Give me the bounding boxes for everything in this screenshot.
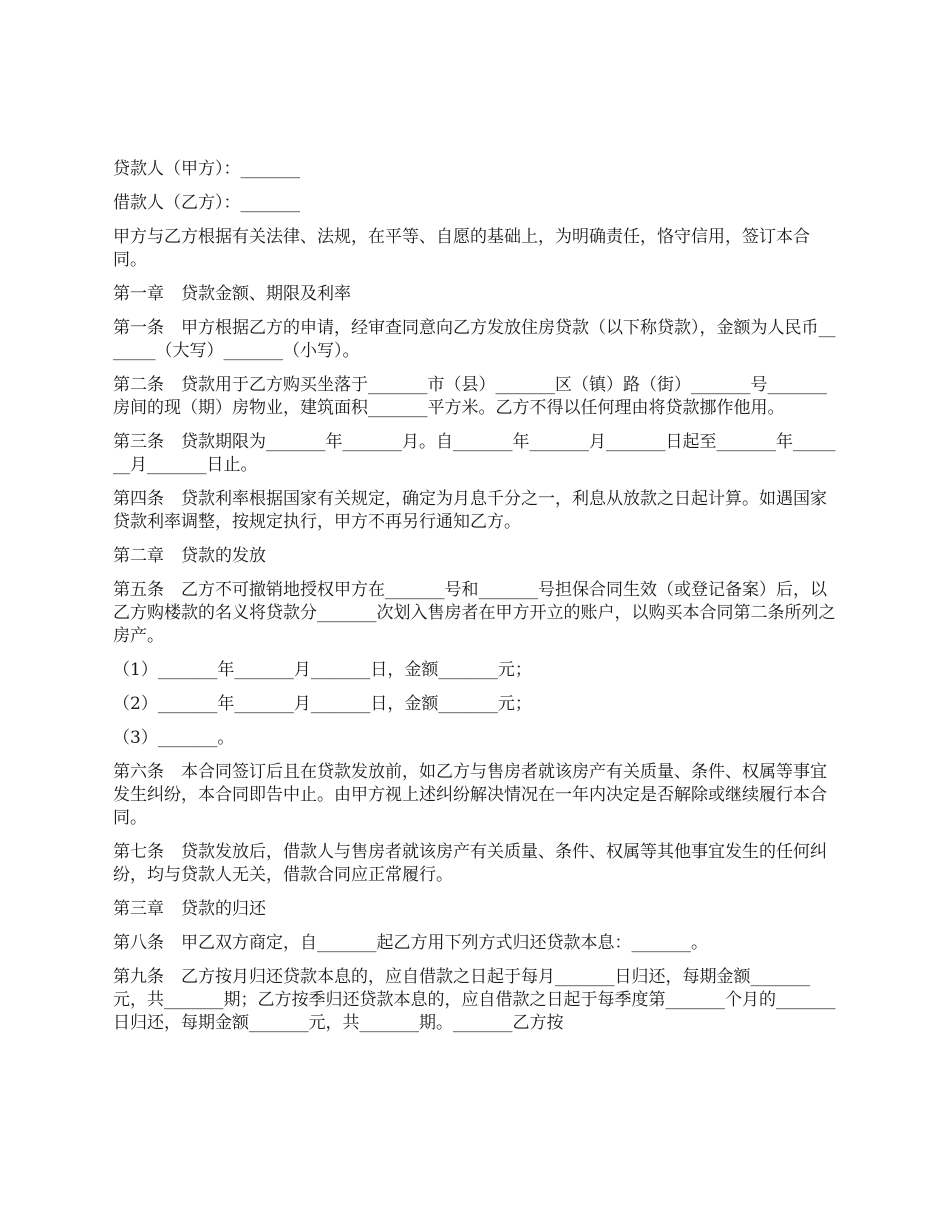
preamble: 甲方与乙方根据有关法律、法规，在平等、自愿的基础上，为明确责任，恪守信用，签订本合同。 <box>113 227 810 270</box>
article-3: 第三条 贷款期限为_______年_______月。自_______年_______月_______日起至_______年_______月_______日止。 <box>113 432 836 475</box>
article-2: 第二条 贷款用于乙方购买坐落于_______市（县）_______区（镇）路（街）_______号_______房间的现（期）房物业，建筑面积_______平方米。乙方不得以任何理由将贷款挪作他用。 <box>113 375 827 418</box>
article-8: 第八条 甲乙双方商定，自_______起乙方用下列方式归还贷款本息：_______。 <box>113 933 708 953</box>
installment-1: （1）_______年_______月_______日，金额_______元； <box>113 660 532 680</box>
contract-body <box>113 158 839 1046</box>
installment-2: （2）_______年_______月_______日，金额_______元； <box>113 694 532 714</box>
article-5: 第五条 乙方不可撤销地授权甲方在_______号和_______号担保合同生效（或登记备案）后，以乙方购楼款的名义将贷款分_______次划入售房者在甲方开立的账户，以购买本合同第二条所列之房产。 <box>113 580 836 646</box>
article-6: 第六条 本合同签订后且在贷款发放前，如乙方与售房者就该房产有关质量、条件、权属等事宜发生纠纷，本合同即告中止。由甲方视上述纠纷解决情况在一年内决定是否解除或继续履行本合同。 <box>113 762 827 828</box>
chapter-1-heading: 第一章 贷款金额、期限及利率 <box>113 284 351 304</box>
article-1: 第一条 甲方根据乙方的申请，经审查同意向乙方发放住房贷款（以下称贷款），金额为人民币_______（大写）_______（小写）。 <box>113 318 836 361</box>
article-9: 第九条 乙方按月归还贷款本息的，应自借款之日起于每月_______日归还，每期金额_______元，共_______期；乙方按季归还贷款本息的，应自借款之日起于每季度第_______个月的_______日归还，每期金额_______元，共_______期。_______乙方按 <box>113 967 836 1033</box>
chapter-2-heading: 第二章 贷款的发放 <box>113 546 266 566</box>
article-7: 第七条 贷款发放后，借款人与售房者就该房产有关质量、条件、权属等其他事宜发生的任何纠纷，均与贷款人无关，借款合同应正常履行。 <box>113 842 827 885</box>
borrower-line: 借款人（乙方）：_______ <box>113 193 300 213</box>
article-4: 第四条 贷款利率根据国家有关规定，确定为月息千分之一，利息从放款之日起计算。如遇国家贷款利率调整，按规定执行，甲方不再另行通知乙方。 <box>113 489 827 532</box>
installment-3: （3）_______。 <box>113 728 235 748</box>
chapter-3-heading: 第三章 贷款的归还 <box>113 899 266 919</box>
lender-line: 贷款人（甲方）：_______ <box>113 159 300 179</box>
